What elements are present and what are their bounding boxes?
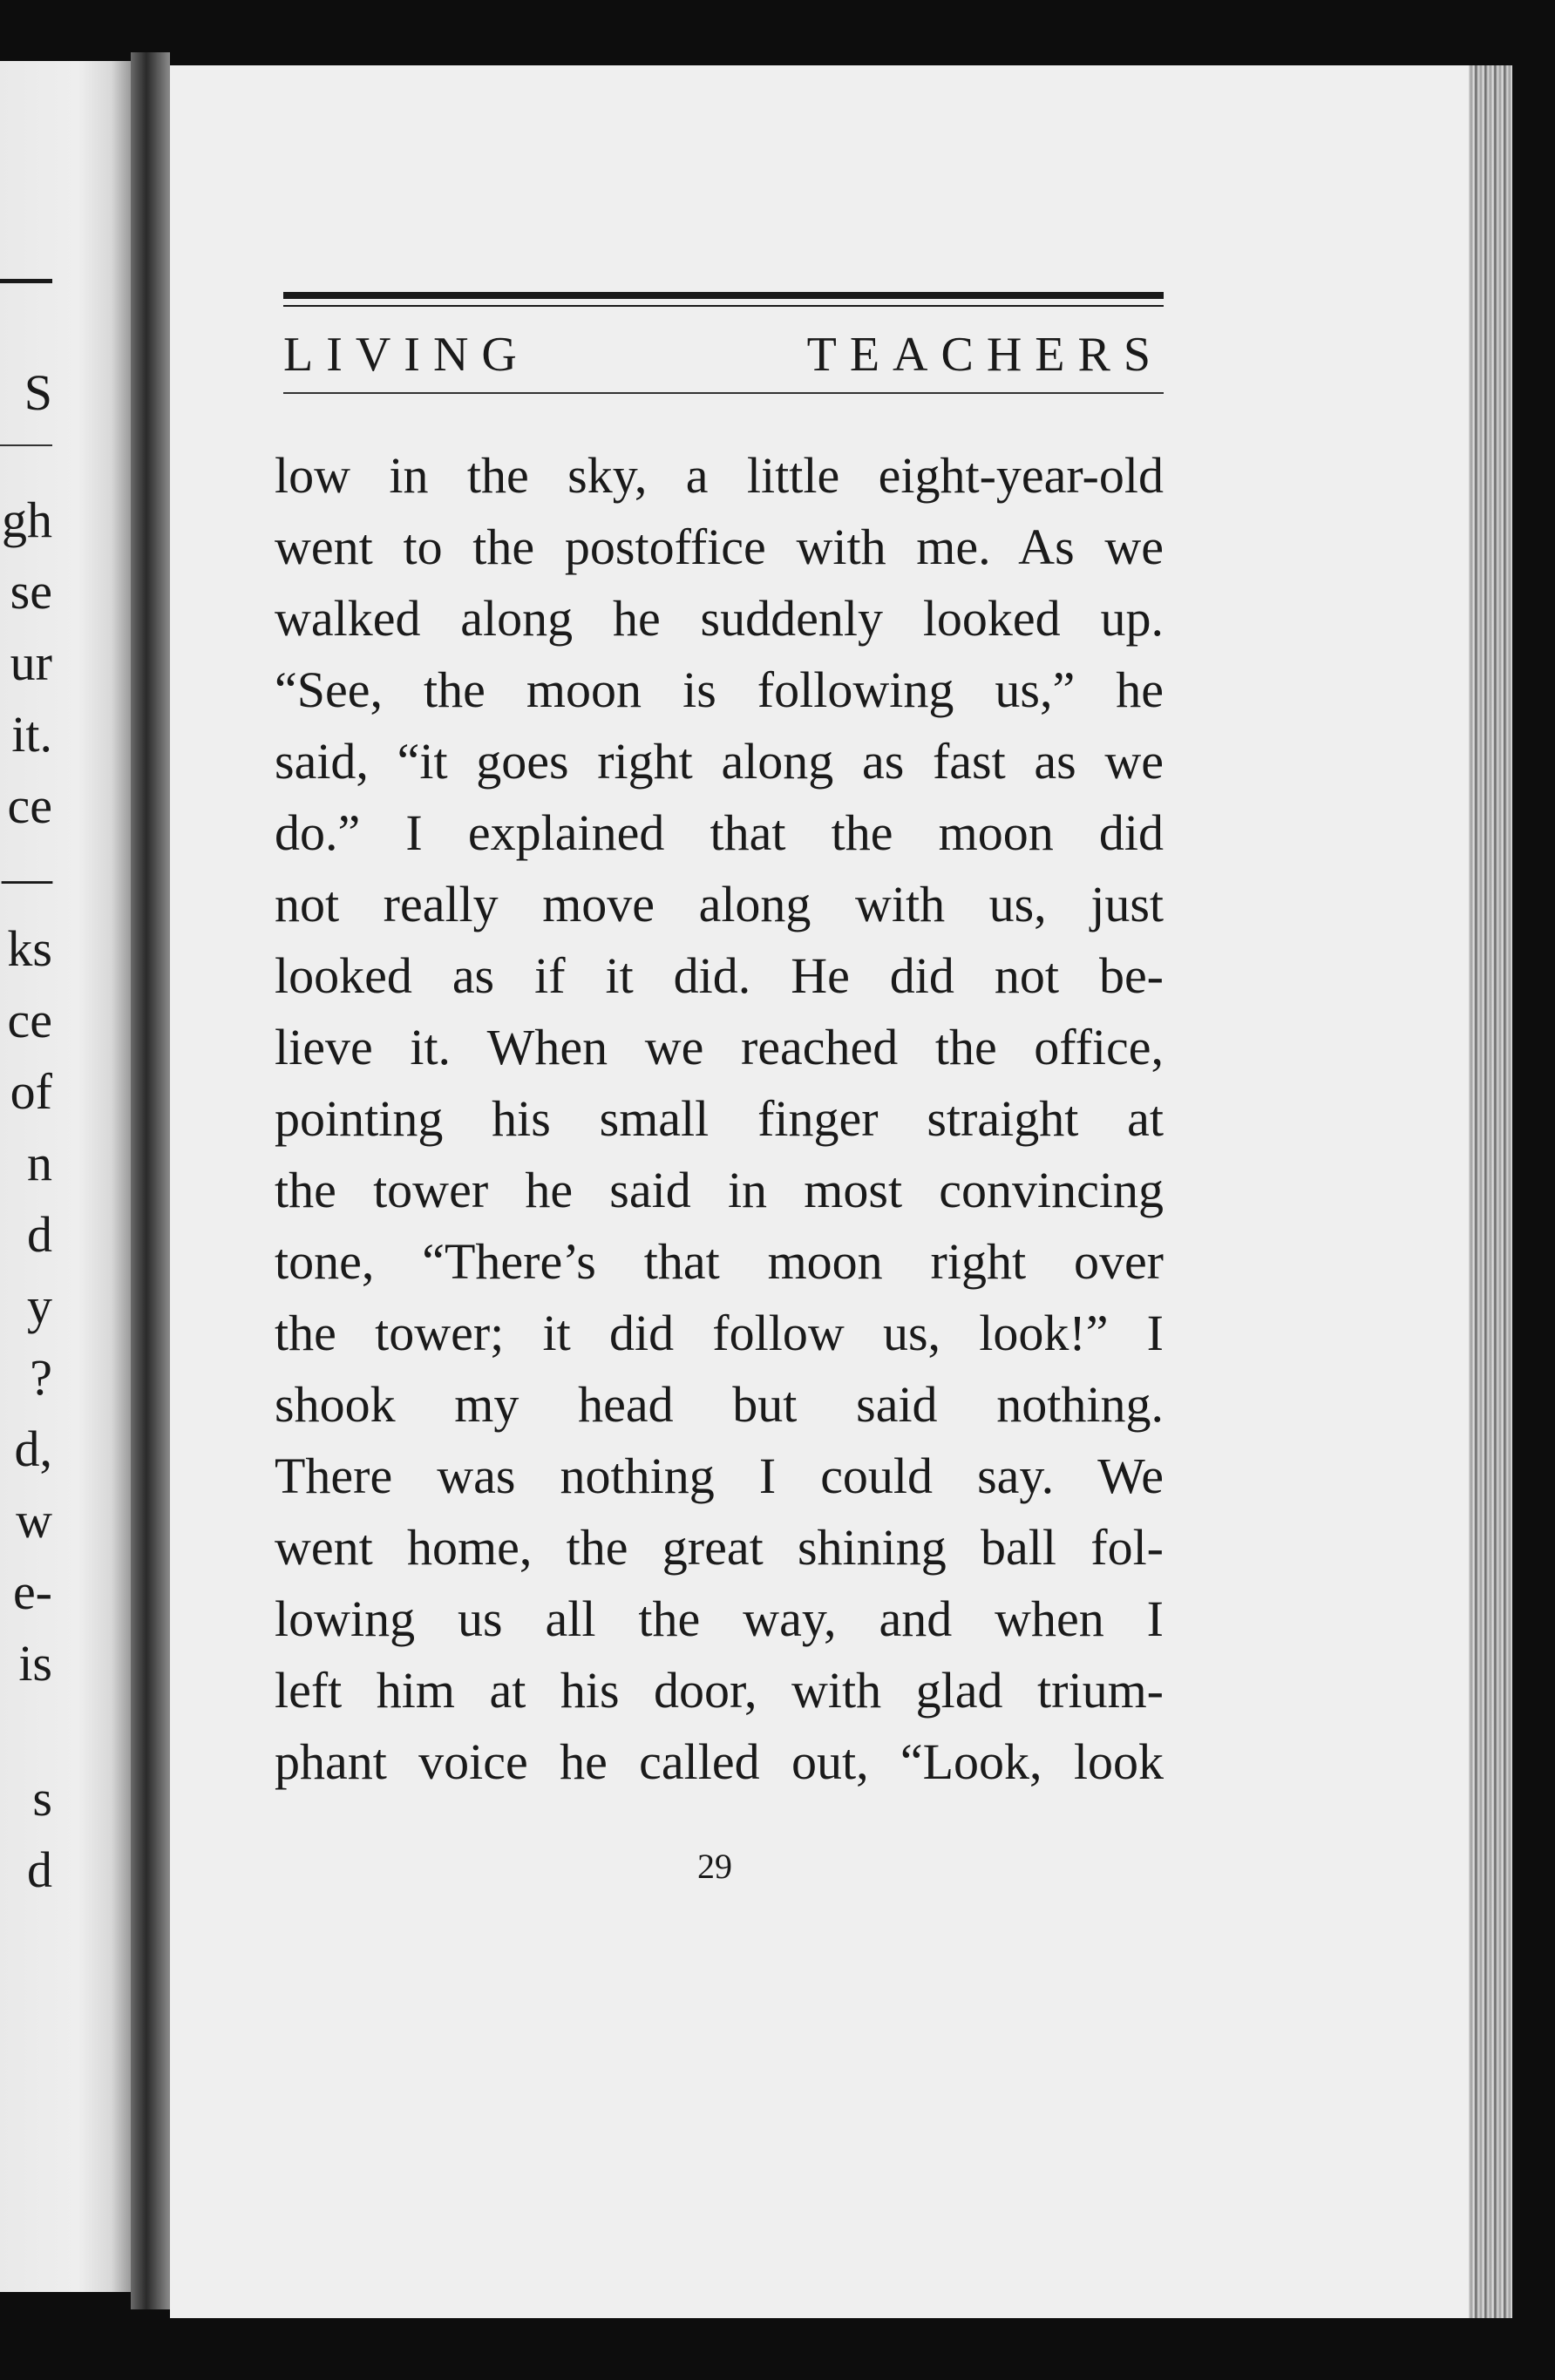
text-line: pointing his small finger straight at	[275, 1090, 1164, 1147]
text-line: low in the sky, a little eight-year-old	[275, 447, 1164, 504]
page-number: 29	[697, 1847, 732, 1886]
previous-page-edge	[0, 61, 131, 2292]
text-line: do.” I explained that the moon did	[275, 804, 1164, 861]
previous-page-fragment: it.	[11, 706, 52, 763]
text-line: the tower he said in most convincing	[275, 1162, 1164, 1218]
previous-page-fragment: y	[27, 1278, 52, 1334]
header-underline	[283, 392, 1164, 394]
book-gutter	[131, 52, 170, 2309]
previous-page-fragment: is	[18, 1635, 52, 1692]
previous-page-fragment: —	[2, 849, 52, 905]
text-line: phant voice he called out, “Look, look	[275, 1733, 1164, 1790]
previous-page-fragment: w	[16, 1492, 52, 1549]
text-line: said, “it goes right along as fast as we	[275, 733, 1164, 790]
previous-page-fragment: n	[27, 1135, 52, 1191]
text-line: walked along he suddenly looked up.	[275, 590, 1164, 647]
text-line: the tower; it did follow us, look!” I	[275, 1305, 1164, 1361]
previous-page-fragment: se	[10, 563, 52, 620]
header-rule-thin	[283, 305, 1164, 307]
text-line: looked as if it did. He did not be-	[275, 947, 1164, 1004]
text-line: went home, the great shining ball fol-	[275, 1519, 1164, 1576]
previous-page-fragment: d	[27, 1206, 52, 1263]
previous-page-fragment: ce	[7, 777, 52, 834]
text-line: went to the postoffice with me. As we	[275, 519, 1164, 575]
previous-page-fragment: ks	[7, 920, 52, 977]
previous-page-fragment: ?	[30, 1349, 52, 1406]
previous-page-header-underline	[0, 444, 52, 446]
text-line: shook my head but said nothing.	[275, 1376, 1164, 1433]
previous-page-fragment: d,	[14, 1421, 52, 1477]
text-line: tone, “There’s that moon right over	[275, 1233, 1164, 1290]
previous-page-fragment: of	[10, 1063, 52, 1120]
header-rule	[283, 292, 1164, 299]
page-stack-edge	[1469, 65, 1512, 2318]
text-line: There was nothing I could say. We	[275, 1448, 1164, 1504]
previous-page-fragment: ur	[10, 634, 52, 691]
previous-page-fragment: e-	[12, 1563, 52, 1620]
running-header-word: LIVING	[283, 328, 530, 382]
previous-page-fragment: ce	[7, 992, 52, 1048]
text-line: left him at his door, with glad trium-	[275, 1662, 1164, 1719]
text-line: not really move along with us, just	[275, 876, 1164, 932]
text-line: lieve it. When we reached the office,	[275, 1019, 1164, 1075]
previous-page-fragment: s	[32, 1770, 52, 1827]
previous-page-fragment: d	[27, 1841, 52, 1898]
text-line: lowing us all the way, and when I	[275, 1590, 1164, 1647]
previous-page-fragment: S	[24, 364, 52, 421]
previous-page-header-rule	[0, 279, 52, 283]
body-paragraph	[275, 440, 1164, 1798]
text-line: “See, the moon is following us,” he	[275, 661, 1164, 718]
running-header-word: TEACHERS	[806, 328, 1164, 382]
running-header	[283, 324, 1164, 385]
previous-page-fragment: gh	[2, 492, 52, 548]
